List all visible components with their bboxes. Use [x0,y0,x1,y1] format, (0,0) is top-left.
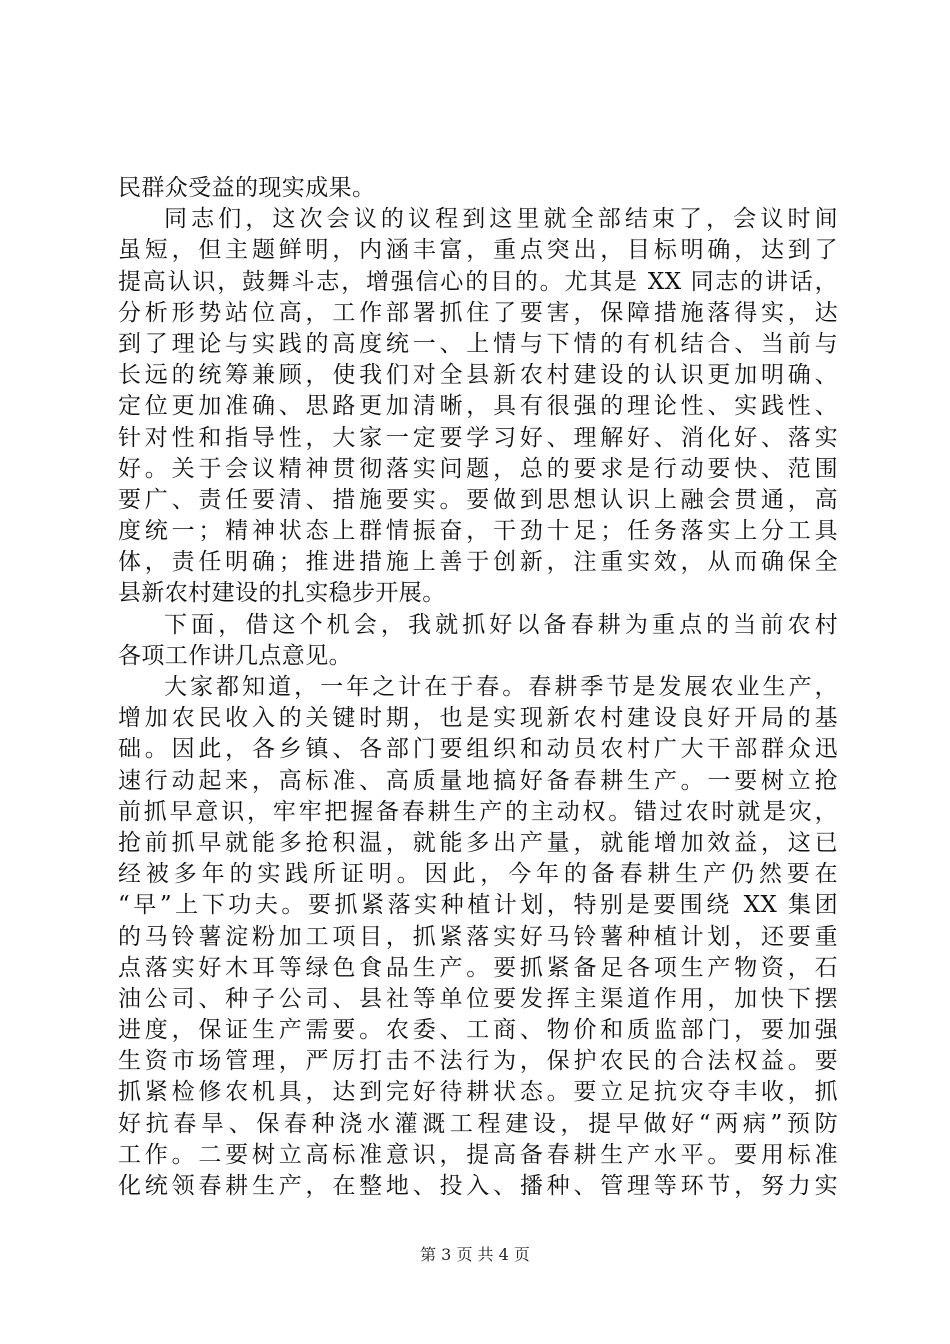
text-line: 各项工作讲几点意见。 [118,642,352,669]
text-line: 抓紧检修农机具，达到完好待耕状态。要立足抗灾夺丰收，抓 [118,1079,838,1106]
text-line: 好抗春旱、保春种浇水灌溉工程建设，提早做好“两病”预防 [118,1110,838,1137]
text-line: 点落实好木耳等绿色食品生产。要抓紧备足各项生产物资，石 [118,954,838,981]
text-line: 针对性和指导性，大家一定要学习好、理解好、消化好、落实 [118,424,838,451]
text-line: 油公司、种子公司、县社等单位要发挥主渠道作用，加快下摆 [118,985,838,1012]
text-line: 同志们，这次会议的议程到这里就全部结束了，会议时间 [164,206,838,233]
text-line: 要广、责任要清、措施要实。要做到思想认识上融会贯通，高 [118,486,838,513]
text-line: 抢前抓早就能多抢积温，就能多出产量，就能增加效益，这已 [118,829,838,856]
text-line: 分析形势站位高，工作部署抓住了要害，保障措施落得实，达 [118,299,838,326]
text-line: 体，责任明确；推进措施上善于创新，注重实效，从而确保全 [118,549,838,576]
text-line: 生资市场管理，严厉打击不法行为，保护农民的合法权益。要 [118,1048,838,1075]
text-line: 前抓早意识，牢牢把握备春耕生产的主动权。错过农时就是灾， [118,798,838,825]
text-line: 进度，保证生产需要。农委、工商、物价和质监部门，要加强 [118,1017,838,1044]
text-line: 长远的统筹兼顾，使我们对全县新农村建设的认识更加明确、 [118,362,838,389]
text-line: 础。因此，各乡镇、各部门要组织和动员农村广大干部群众迅 [118,736,838,763]
document-body [118,173,838,1202]
text-line: 虽短，但主题鲜明，内涵丰富，重点突出，目标明确，达到了 [118,237,838,264]
text-line: 好。关于会议精神贯彻落实问题，总的要求是行动要快、范围 [118,455,838,482]
text-line: 提高认识，鼓舞斗志，增强信心的目的。尤其是 XX 同志的讲话， [118,268,838,295]
text-line: 的马铃薯淀粉加工项目，抓紧落实好马铃薯种植计划，还要重 [118,923,838,950]
text-line: 民群众受益的现实成果。 [118,175,376,201]
page-footer: 第 3 页 共 4 页 [420,1245,530,1264]
text-line: 大家都知道，一年之计在于春。春耕季节是发展农业生产， [164,674,838,700]
text-line: 经被多年的实践所证明。因此，今年的备春耕生产仍然要在 [118,861,838,888]
text-line: 增加农民收入的关键时期，也是实现新农村建设良好开局的基 [118,705,838,732]
text-line: 到了理论与实践的高度统一、上情与下情的有机结合、当前与 [118,330,838,357]
text-line: 速行动起来，高标准、高质量地搞好备春耕生产。一要树立抢 [118,767,838,794]
text-line: 化统领春耕生产，在整地、投入、播种、管理等环节，努力实 [118,1173,838,1199]
text-line: “早”上下功夫。要抓紧落实种植计划，特别是要围绕 XX 集团 [118,892,838,919]
text-line: 度统一；精神状态上群情振奋，干劲十足；任务落实上分工具 [118,518,838,545]
text-line: 下面，借这个机会，我就抓好以备春耕为重点的当前农村 [164,611,838,638]
text-line: 县新农村建设的扎实稳步开展。 [118,580,446,607]
text-line: 工作。二要树立高标准意识，提高备春耕生产水平。要用标准 [118,1141,838,1168]
text-line: 定位更加准确、思路更加清晰，具有很强的理论性、实践性、 [118,393,838,420]
